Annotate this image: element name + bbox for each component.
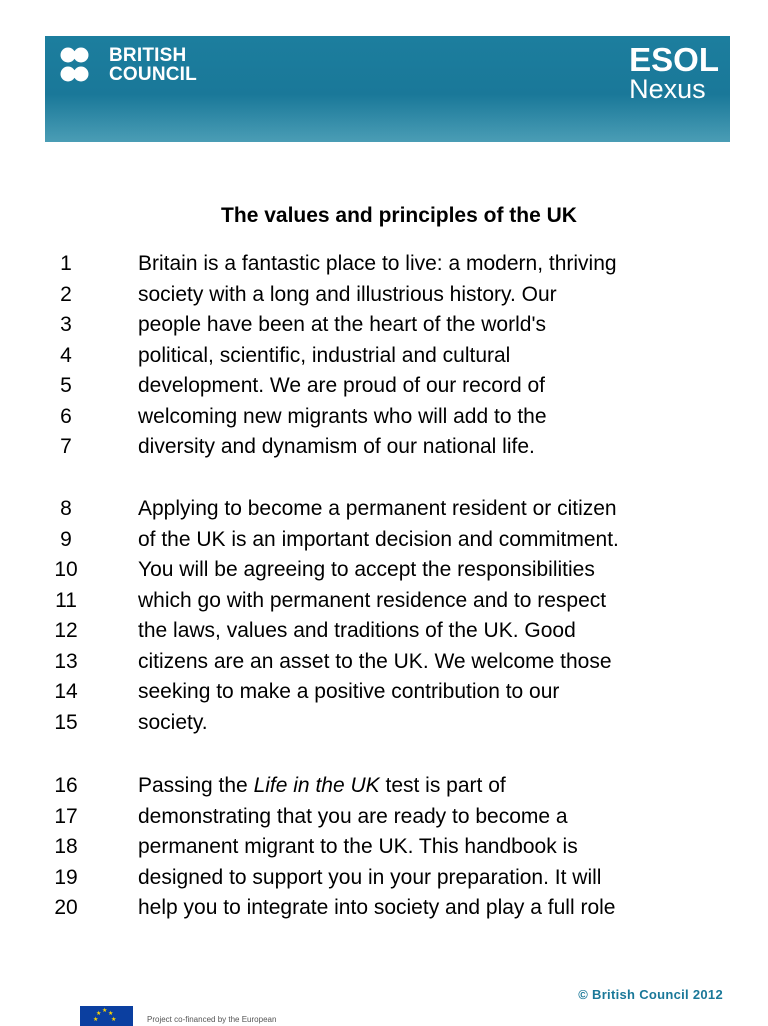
line-text bbox=[138, 555, 595, 586]
line-text bbox=[138, 771, 506, 802]
line-number: 13 bbox=[54, 649, 78, 673]
line-text bbox=[138, 863, 601, 894]
line-text-segment: Britain is a fantastic place to live: a modern, thriving bbox=[138, 252, 617, 275]
line-number: 9 bbox=[60, 527, 72, 551]
line-text-segment: help you to integrate into society and play a full role bbox=[138, 896, 616, 919]
line-text-segment: welcoming new migrants who will add to the bbox=[138, 404, 547, 428]
line-number: 12 bbox=[54, 619, 78, 642]
line-text-segment: demonstrating that you are ready to become a bbox=[138, 804, 568, 828]
line-number: 3 bbox=[60, 313, 72, 336]
line-number: 2 bbox=[60, 282, 72, 306]
italic-title: Life in the UK bbox=[253, 774, 380, 797]
product-line2: Nexus bbox=[629, 74, 706, 104]
line-text-segment: permanent migrant to the UK. This handbook is bbox=[138, 835, 578, 858]
line-text-segment: citizens are an asset to the UK. We welcome those bbox=[138, 649, 612, 673]
line-text-segment: diversity and dynamism of our national life. bbox=[138, 435, 535, 458]
line-text bbox=[138, 402, 547, 433]
british-council-dots-icon bbox=[59, 44, 101, 86]
line-number: 19 bbox=[54, 865, 78, 889]
line-text-segment: Applying to become a permanent resident or citizen bbox=[138, 497, 617, 520]
line-text-segment: of the UK is an important decision and commitment. bbox=[138, 527, 619, 551]
eu-funding-note: Project co-financed by the European bbox=[147, 1015, 277, 1024]
line-text bbox=[138, 647, 612, 678]
line-number: 10 bbox=[54, 558, 78, 581]
line-number: 5 bbox=[60, 374, 72, 397]
line-text bbox=[138, 494, 617, 525]
line-text bbox=[138, 249, 617, 280]
line-text-segment: which go with permanent residence and to respect bbox=[138, 588, 607, 612]
line-number: 1 bbox=[60, 252, 72, 275]
line-text bbox=[138, 280, 557, 311]
line-text-segment: people have been at the heart of the world's bbox=[138, 313, 546, 336]
line-text bbox=[138, 525, 619, 556]
line-text bbox=[138, 586, 606, 617]
line-number: 11 bbox=[55, 588, 77, 612]
line-text bbox=[138, 677, 559, 708]
line-text-segment: the laws, values and traditions of the UK. Good bbox=[138, 619, 576, 642]
line-number: 7 bbox=[60, 435, 72, 458]
line-text-segment: test is part of bbox=[379, 774, 506, 797]
line-number: 8 bbox=[60, 497, 72, 520]
line-text bbox=[138, 616, 576, 647]
eu-flag-icon: ★ ★ ★ ★ ★ bbox=[80, 1006, 133, 1026]
line-text-segment: development. We are proud of our record of bbox=[138, 374, 546, 397]
brand-line1: BRITISH bbox=[109, 45, 187, 66]
line-number: 6 bbox=[60, 404, 72, 428]
line-text bbox=[138, 371, 545, 402]
line-number: 14 bbox=[54, 680, 78, 703]
line-text-segment: political, scientific, industrial and cultural bbox=[138, 343, 511, 367]
line-text-segment: You will be agreeing to accept the responsibilities bbox=[138, 558, 595, 581]
brand-line2: COUNCIL bbox=[109, 64, 197, 85]
line-text-segment: seeking to make a positive contribution to our bbox=[138, 680, 560, 703]
line-text bbox=[138, 893, 615, 924]
line-text-segment: Passing the bbox=[138, 774, 254, 797]
header-banner bbox=[45, 36, 730, 142]
esol-nexus-logo bbox=[629, 41, 719, 104]
line-text bbox=[138, 832, 578, 863]
line-number: 20 bbox=[54, 896, 78, 919]
line-text-segment: society with a long and illustrious history. Our bbox=[138, 282, 557, 306]
line-number: 4 bbox=[60, 343, 72, 367]
product-line1: ESOL bbox=[629, 41, 719, 78]
line-text-segment: designed to support you in your preparation. It will bbox=[138, 865, 602, 889]
line-number: 15 bbox=[54, 710, 78, 734]
line-text bbox=[138, 708, 208, 739]
british-council-logo bbox=[59, 44, 197, 86]
copyright-notice: © British Council 2012 bbox=[578, 987, 723, 1002]
line-number: 17 bbox=[54, 804, 78, 828]
line-number: 16 bbox=[54, 774, 78, 797]
line-text-segment: society. bbox=[138, 710, 208, 734]
line-number: 18 bbox=[54, 835, 78, 858]
line-text bbox=[138, 310, 546, 341]
line-text bbox=[138, 802, 568, 833]
line-text bbox=[138, 432, 535, 463]
page-title: The values and principles of the UK bbox=[221, 204, 577, 227]
line-text bbox=[138, 341, 510, 372]
